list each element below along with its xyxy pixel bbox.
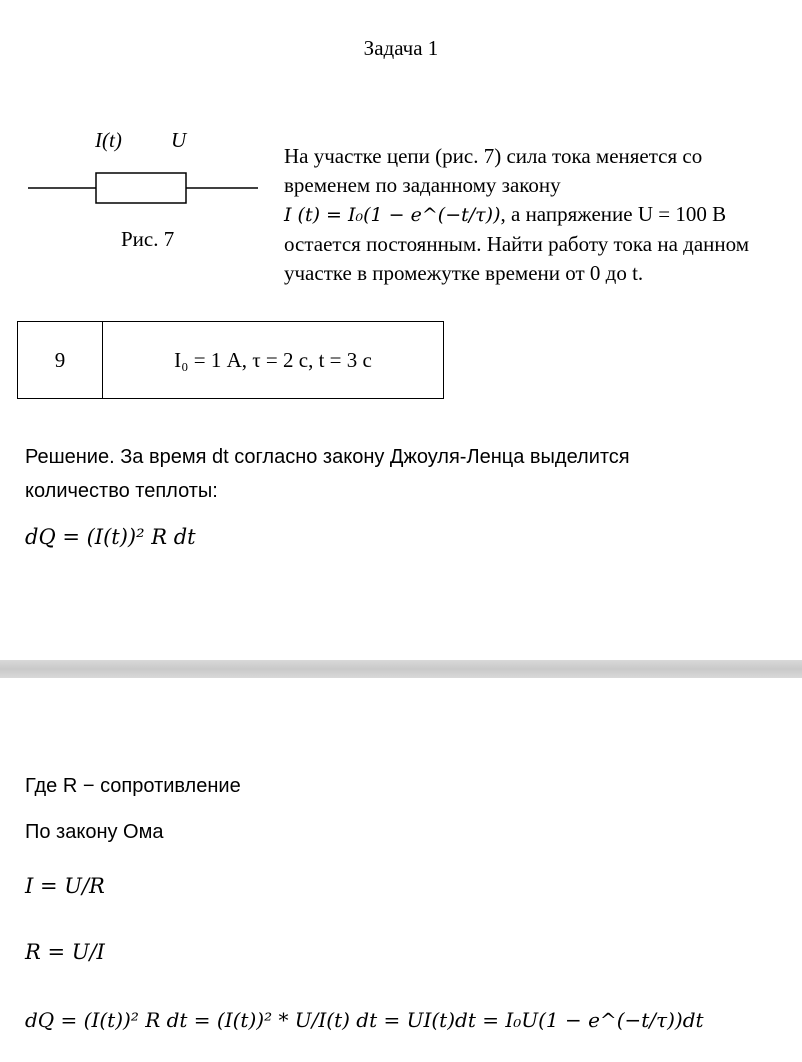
current-law-formula: I (t) = I₀(1 − e^(−t/τ)) <box>284 204 501 226</box>
variant-table <box>17 321 444 399</box>
task-line-3-suffix: , а напряжение U = 100 В <box>500 202 727 226</box>
task-statement <box>284 142 802 288</box>
equation-ohm-current: I = U/R <box>25 874 105 898</box>
task-line-3 <box>284 200 802 230</box>
task-line-1: На участке цепи (рис. 7) сила тока меняется со <box>284 144 703 168</box>
task-line-5: участке в промежутке времени от 0 до t. <box>284 261 644 285</box>
variant-params-cell: I₀ = 1 А, τ = 2 с, t = 3 с <box>103 322 444 399</box>
figure-current-label: I(t) <box>95 128 122 152</box>
solution-intro-line-2: количество теплоты: <box>25 480 218 502</box>
figure-caption: Рис. 7 <box>121 227 175 251</box>
where-resistance-line: Где R − сопротивление <box>25 775 241 797</box>
equation-dq-joule: dQ = (I(t))² R dt <box>25 525 196 549</box>
solution-intro-line-1: Решение. За время dt согласно закону Джоуля-Ленца выделится <box>25 446 630 468</box>
figure-voltage-label: U <box>171 128 187 152</box>
variant-number-cell: 9 <box>18 322 103 399</box>
page-separator <box>0 660 802 678</box>
resistor-circuit-diagram <box>28 168 260 208</box>
document-page-2 <box>0 678 802 1062</box>
table-row <box>18 322 444 399</box>
equation-dq-final: dQ = (I(t))² R dt = (I(t))² * U/I(t) dt = UI(t)dt = I₀U(1 − e^(−t/τ))dt <box>25 1008 704 1032</box>
task-line-2: временем по заданному закону <box>284 173 561 197</box>
equation-ohm-resistance: R = U/I <box>25 940 105 964</box>
ohm-law-heading: По закону Ома <box>25 821 164 843</box>
resistor-rect <box>96 173 186 203</box>
task-title: Задача 1 <box>363 36 439 60</box>
task-line-4: остается постоянным. Найти работу тока на данном <box>284 232 750 256</box>
